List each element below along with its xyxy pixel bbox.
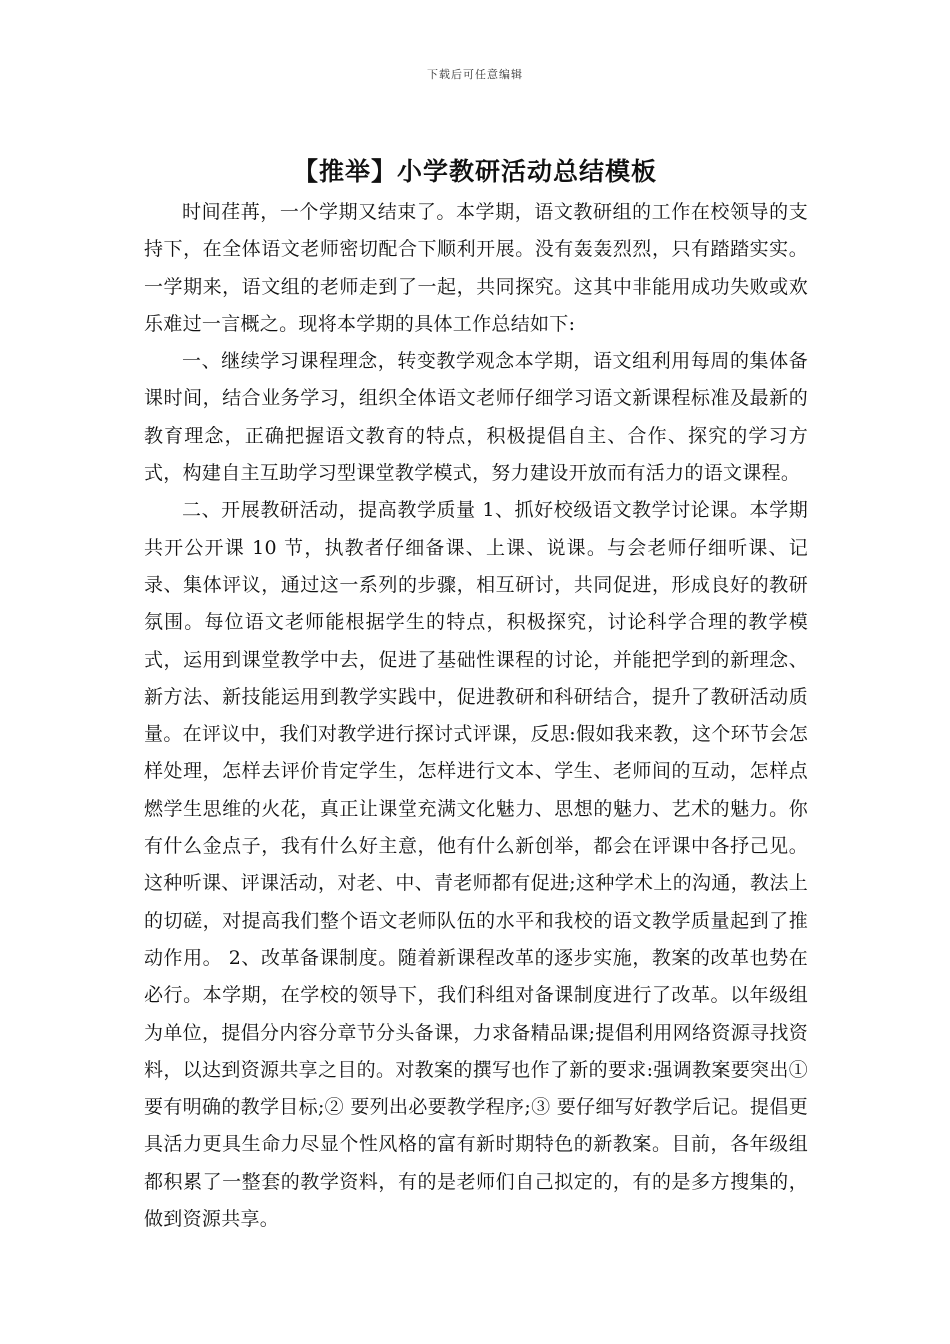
document-title: 【推举】小学教研活动总结模板 <box>292 157 657 186</box>
paragraph-section-2: 二、开展教研活动，提高教学质量 1、抓好校级语文教学讨论课。本学期共开公开课 10 节，执教者仔细备课、上课、说课。与会老师仔细听课、记录、集体评议，通过这一系列的步骤，相互研讨，共同促进，形成良好的教研氛围。每位语文老师能根据学生的特点，积极探究，讨论科学合理的教学模式，运用到课堂教学中去，促进了基础性课程的讨论，并能把学到的新理念、新方法、新技能运用到教学实践中，促进教研和科研结合，提升了教研活动质量。在评议中，我们对教学进行探讨式评课，反思:假如我来教，这个环节会怎样处理，怎样去评价肯定学生，怎样进行文本、学生、老师间的互动，怎样点燃学生思维的火花，真正让课堂充满文化魅力、思想的魅力、艺术的魅力。你有什么金点子，我有什么好主意，他有什么新创举，都会在评课中各抒己见。这种听课、评课活动，对老、中、青老师都有促进;这种学术上的沟通，教法上的切磋，对提高我们整个语文老师队伍的水平和我校的语文教学质量起到了推动作用。 2、改革备课制度。随着新课程改革的逐步实施，教案的改革也势在必行。本学期，在学校的领导下，我们科组对备课制度进行了改革。以年级组为单位，提倡分内容分章节分头备课，力求备精品课;提倡利用网络资源寻找资料，以达到资源共享之目的。对教案的撰写也作了新的要求:强调教案要突出①要有明确的教学目标;② 要列出必要教学程序;③ 要仔细写好教学后记。提倡更具活力更具生命力尽显个性风格的富有新时期特色的新教案。目前，各年级组都积累了一整套的教学资料，有的是老师们自己拟定的，有的是多方搜集的，做到资源共享。 <box>144 499 808 1231</box>
paragraph-intro: 时间荏苒，一个学期又结束了。本学期，语文教研组的工作在校领导的支持下，在全体语文老师密切配合下顺利开展。没有轰轰烈烈，只有踏踏实实。一学期来，语文组的老师走到了一起，共同探究。这其中非能用成功失败或欢乐难过一言概之。现将本学期的具体工作总结如下: <box>144 201 808 335</box>
document-body <box>144 194 808 1238</box>
header-note: 下载后可任意编辑 <box>427 68 523 81</box>
paragraph-section-1: 一、继续学习课程理念，转变教学观念本学期，语文组利用每周的集体备课时间，结合业务学习，组织全体语文老师仔细学习语文新课程标准及最新的教育理念，正确把握语文教育的特点，积极提倡自主、合作、探究的学习方式，构建自主互助学习型课堂教学模式，努力建设开放而有活力的语文课程。 <box>144 350 808 485</box>
